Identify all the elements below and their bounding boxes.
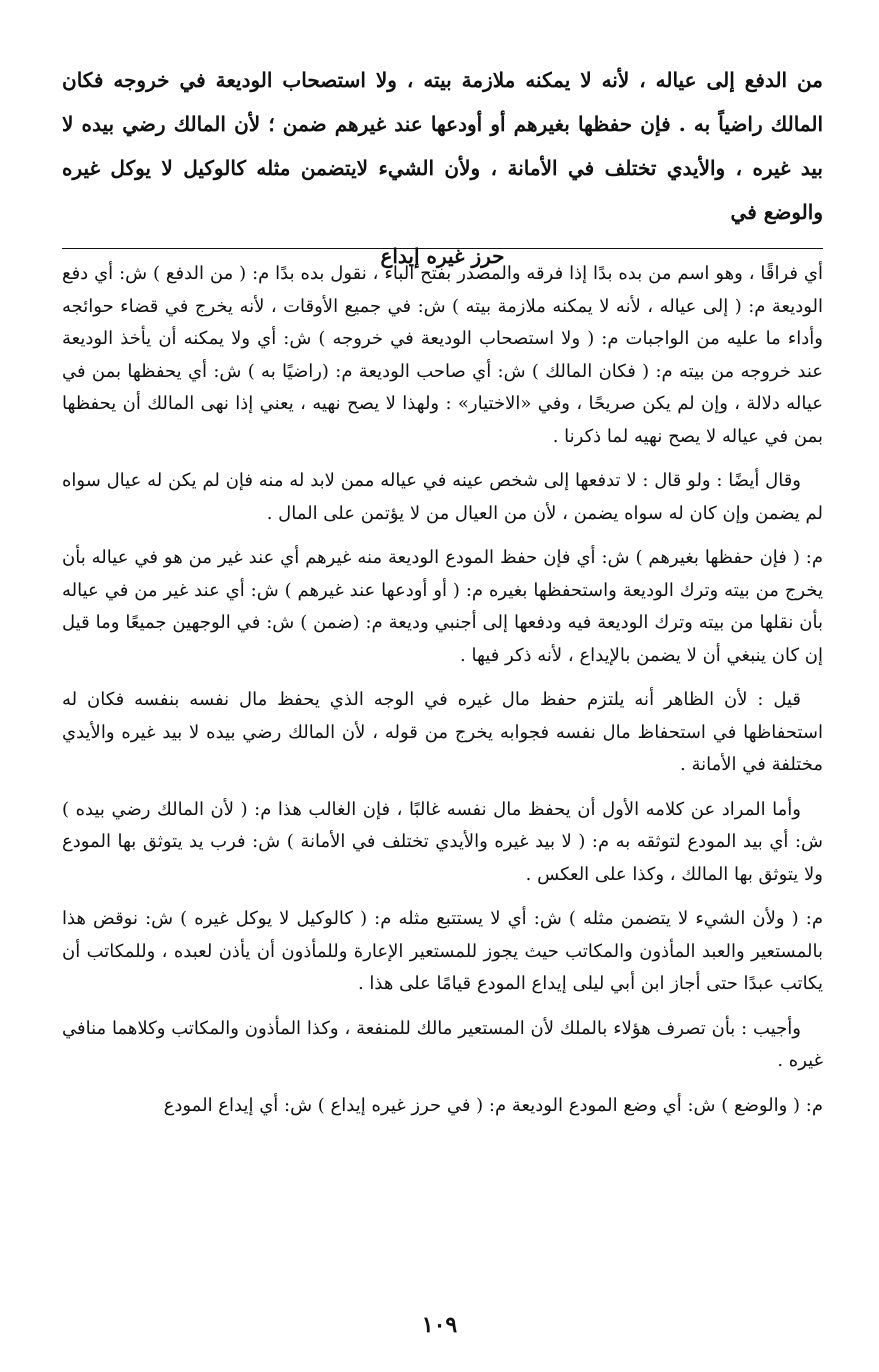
main-text-last-line: حرز غيره إيداع (380, 244, 505, 268)
main-text-body: من الدفع إلى عياله ، لأنه لا يمكنه ملازمة بيته ، ولا استصحاب الوديعة في خروجه فكان المالك راضياً به . فإن حفظها بغيرهم أو أودعها عند غيرهم ضمن ؛ لأن المالك رضي بيده لا بيد غيره ، والأيدي تختلف في الأمانة ، ولأن الشيء لايتضمن مثله كالوكيل لا يوكل غيره والوضع في (62, 68, 824, 224)
commentary-paragraph: وأما المراد عن كلامه الأول أن يحفظ مال نفسه غالبًا ، فإن الغالب هذا م: ( لأن المالك رضي بيده ) ش: أي بيد المودع لتوثقه به م: ( لا بيد غيره والأيدي تختلف في الأمانة ) ش: فرب يد يتوثق بها المودع ولا يتوثق بها المالك ، وكذا على العكس . (62, 798, 823, 885)
commentary (62, 258, 823, 1134)
page-number: ١٠٩ (421, 1312, 458, 1338)
commentary-paragraph: وقال أيضًا : ولو قال : لا تدفعها إلى شخص عينه في عياله ممن لابد له منه فإن لم يكن له عيال سواه لم يضمن وإن كان له سواه يضمن ، لأن من العيال من لا يؤتمن على المال . (62, 470, 823, 524)
commentary-paragraph: وأجيب : بأن تصرف هؤلاء بالملك لأن المستعير مالك للمنفعة ، وكذا المأذون والمكاتب وكلاهما منافي غيره . (62, 1017, 823, 1071)
commentary-paragraph: أي فراقًا ، وهو اسم من بده بدًا إذا فرقه والمصدر بفتح الباء ، نقول بده بدًا م: ( من الدفع ) ش: أي دفع الوديعة م: ( إلى عياله ، لأنه لا يمكنه ملازمة بيته ) ش: في جميع الأوقات ، لأنه يخرج في قضاء حوائجه وأداء ما عليه من الواجبات م: ( ولا استصحاب الوديعة في خروجه ) ش: أي ولا يمكنه أن يأخذ الوديعة عند خروجه من بيته م: ( فكان المالك ) ش: أي صاحب الوديعة م: (راضيًا به ) ش: أي يحفظها بمن في عياله دلالة ، وإن لم يكن صريحًا ، وفي «الاختيار» : ولهذا لا يصح نهيه ، يعني إذا نهى المالك أن يحفظها بمن في عياله لا يصح نهيه لما ذكرنا . (62, 263, 823, 447)
main-text (62, 58, 823, 278)
commentary-paragraph: م: ( ولأن الشيء لا يتضمن مثله ) ش: أي لا يستتبع مثله م: ( كالوكيل لا يوكل غيره ) ش: نوقض هذا بالمستعير والعبد المأذون والمكاتب حيث يجوز للمستعير الإعارة وللمأذون أن يأذن لعبده ، وللمكاتب أن يكاتب عبدًا حتى أجاز ابن أبي ليلى إيداع المودع قيامًا على هذا . (62, 908, 823, 994)
commentary-paragraph: م: ( فإن حفظها بغيرهم ) ش: أي فإن حفظ المودع الوديعة منه غيرهم أي عند غير من هو في عياله بأن يخرج من بيته وترك الوديعة واستحفظها بغيره م: ( أو أودعها عند غيرهم ) ش: أي عند غير من في عياله بأن نقلها من بيته وترك الوديعة فيه ودفعها إلى أجنبي وديعة م: (ضمن ) ش: في الوجهين جميعًا وما قيل إن كان ينبغي أن لا يضمن بالإيداع ، لأنه ذكر فيها . (62, 547, 823, 666)
separator-line (62, 248, 823, 249)
commentary-paragraph: قيل : لأن الظاهر أنه يلتزم حفظ مال غيره في الوجه الذي يحفظ مال نفسه بنفسه فكان له استحفاظها في استحفاظ مال نفسه فجوابه يخرج من قوله ، لأن المالك رضي بيده لا بيد غيره والأيدي مختلفة في الأمانة . (62, 689, 823, 775)
commentary-paragraph: م: ( والوضع ) ش: أي وضع المودع الوديعة م: ( في حرز غيره إيداع ) ش: أي إيداع المودع (163, 1094, 823, 1116)
